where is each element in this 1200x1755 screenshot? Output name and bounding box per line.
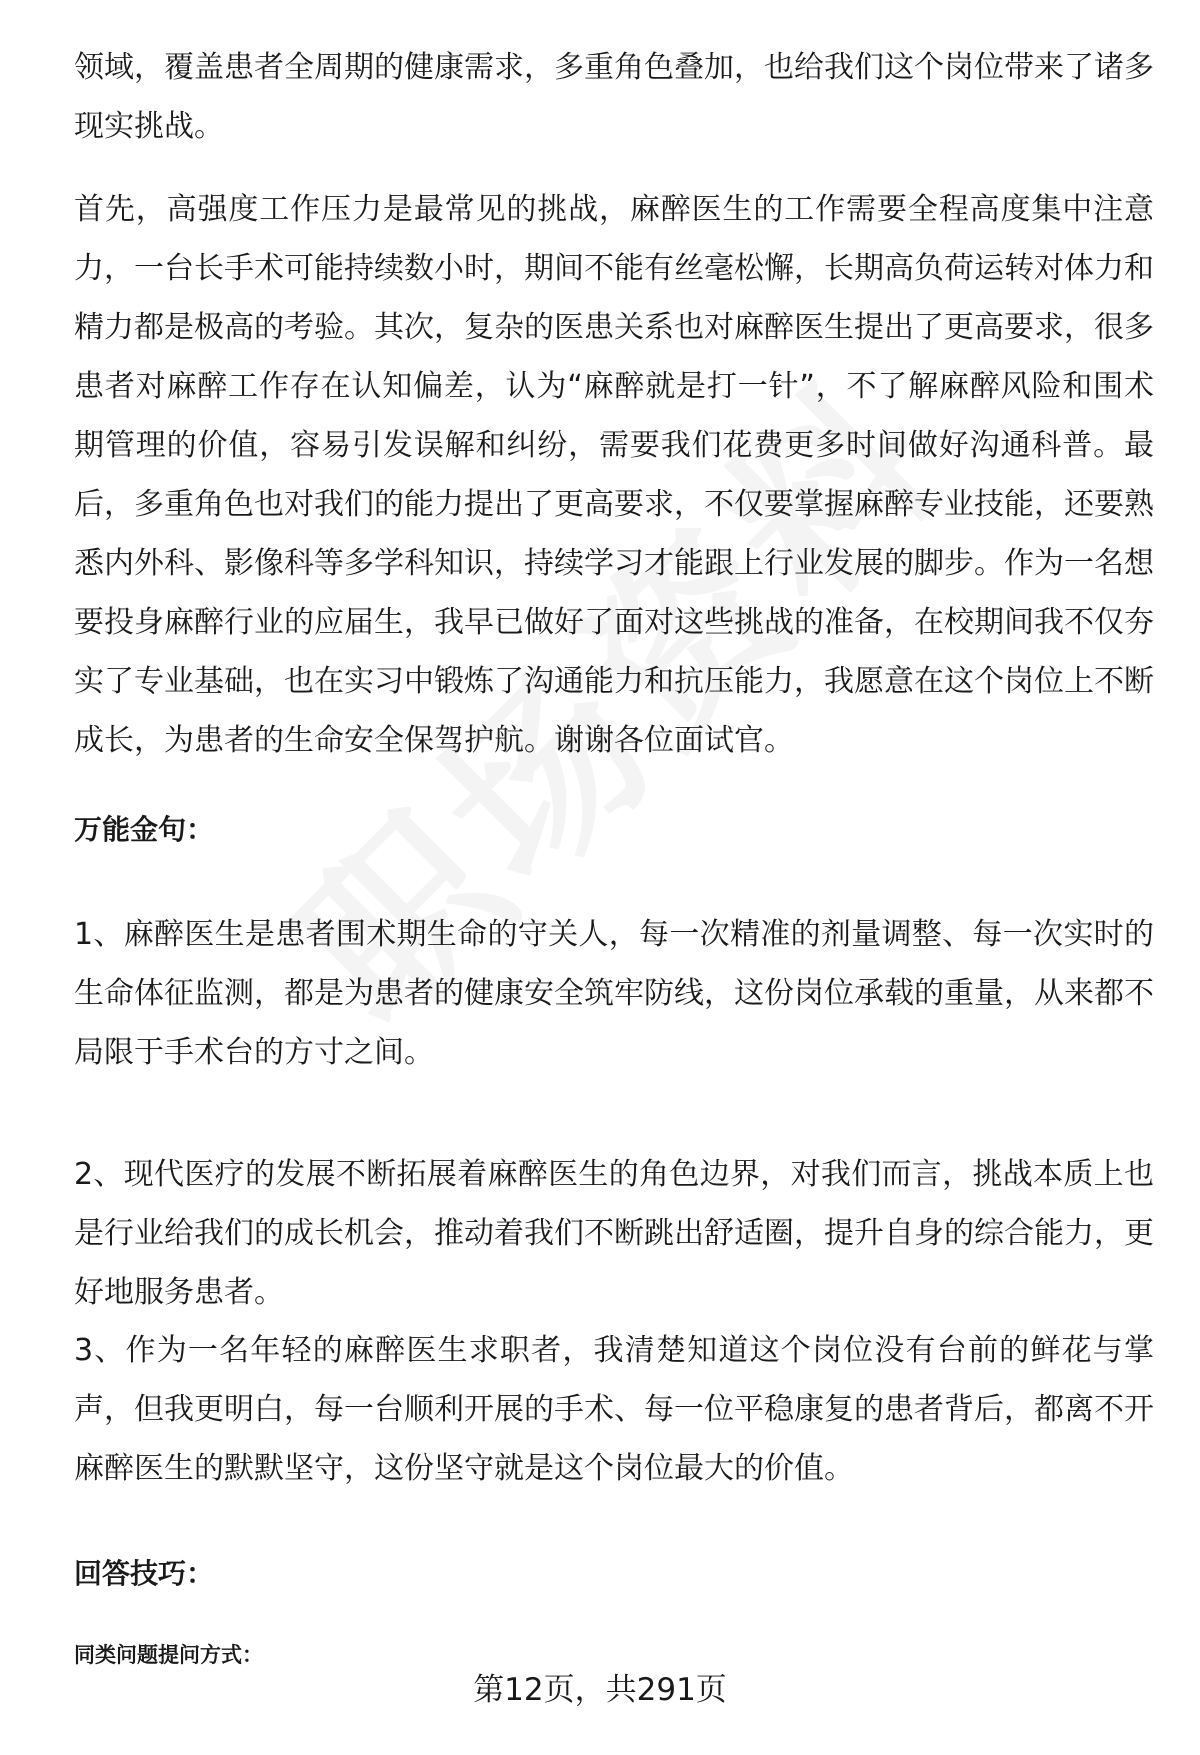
golden-sentence-item: 2、现代医疗的发展不断拓展着麻醉医生的角色边界，对我们而言，挑战本质上也是行业给我们的成长机会，推动着我们不断跳出舒适圈，提升自身的综合能力，更好地服务患者。 bbox=[74, 1157, 1154, 1310]
paragraph-challenges: 首先，高强度工作压力是最常见的挑战，麻醉医生的工作需要全程高度集中注意力，一台长手术可能持续数小时，期间不能有丝毫松懈，长期高负荷运转对体力和精力都是极高的考验。其次，复杂的医患关系也对麻醉医生提出了更高要求，很多患者对麻醉工作存在认知偏差，认为“麻醉就是打一针”，不了解麻醉风险和围术期管理的价值，容易引发误解和纠纷，需要我们花费更多时间做好沟通科普。最后，多重角色也对我们的能力提出了更高要求，不仅要掌握麻醉专业技能，还要熟悉内外科、影像科等多学科知识，持续学习才能跟上行业发展的脚步。作为一名想要投身麻醉行业的应届生，我早已做好了面对这些挑战的准备，在校期间我不仅夯实了专业基础，也在实习中锻炼了沟通能力和抗压能力，我愿意在这个岗位上不断成长，为患者的生命安全保驾护航。谢谢各位面试官。 bbox=[74, 192, 1154, 758]
section-heading-answer-tips: 回答技巧： bbox=[74, 1557, 215, 1590]
paragraph-intro-continuation: 领域，覆盖患者全周期的健康需求，多重角色叠加，也给我们这个岗位带来了诸多现实挑战。 bbox=[74, 50, 1154, 144]
subheading-similar-questions: 同类问题提问方式： bbox=[74, 1643, 263, 1667]
page-number-footer: 第12页，共291页 bbox=[473, 1672, 727, 1708]
golden-sentence-item: 1、麻醉医生是患者围术期生命的守关人，每一次精准的剂量调整、每一次实时的生命体征监测，都是为患者的健康安全筑牢防线，这份岗位承载的重量，从来都不局限于手术台的方寸之间。 bbox=[74, 917, 1154, 1070]
section-heading-golden-sentences: 万能金句： bbox=[74, 813, 215, 846]
golden-sentence-item: 3、作为一名年轻的麻醉医生求职者，我清楚知道这个岗位没有台前的鲜花与掌声，但我更明白，每一台顺利开展的手术、每一位平稳康复的患者背后，都离不开麻醉医生的默默坚守，这份坚守就是这个岗位最大的价值。 bbox=[74, 1333, 1154, 1486]
